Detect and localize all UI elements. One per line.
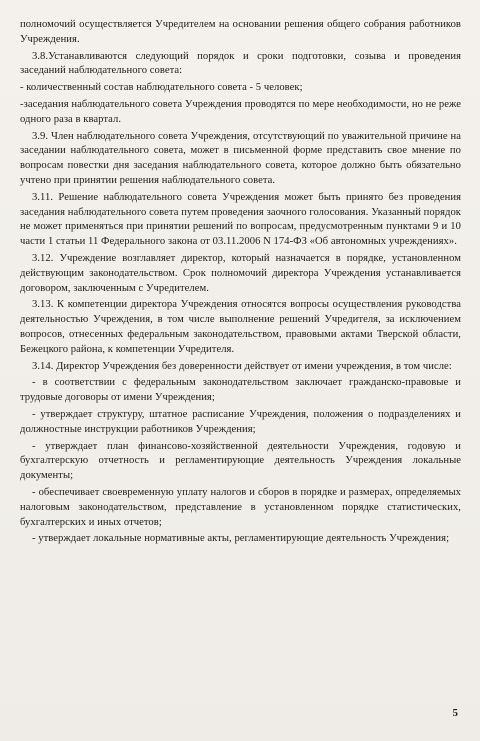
paragraph-3-13: 3.13. К компетенции директора Учреждения относятся вопросы осуществления руководства деятельностью Учреждения, в том числе выполнение решений Учредителя, за исключением вопросов, отнесенных федеральным законодательством, правовыми актами Тверской области, Бежецкого района, к компетенции Учредителя. [20, 299, 461, 355]
paragraph-3-11: 3.11. Решение наблюдательного совета Учреждения может быть принято без проведения заседания наблюдательного совета путем проведения заочного голосования. Указанный порядок не может применяться при принятии решений по вопросам, предусмотренным пунктами 9 и 10 части 1 статьи 11 Федерального закона от 03.11.2006 N 174-ФЗ «Об автономных учреждениях». [20, 191, 461, 248]
paragraph-continuation: полномочий осуществляется Учредителем на основании решения общего собрания работников Учреждения. [20, 19, 461, 45]
page-number: 5 [452, 707, 458, 719]
list-item-council-size: - количественный состав наблюдательного совета - 5 человек; [20, 82, 303, 94]
paragraph-3-8: 3.8.Устанавливаются следующий порядок и сроки подготовки, созыва и проведения заседаний наблюдательного совета: [20, 50, 461, 77]
paragraph-3-9: 3.9. Член наблюдательного совета Учреждения, отсутствующий по уважительной причине на заседании наблюдательного совета, может в письменной форме представить свое мнение по вопросам повестки дня заседания наблюдательного совета, которое должно быть обязательно учтено при принятии решения наблюдательного совета. [20, 130, 461, 186]
list-item-taxes: - обеспечивает своевременную уплату налогов и сборов в порядке и размерах, определяемых налоговым законодательством, представление в установленном порядке статистических, бухгалтерских и иных отчетов; [20, 486, 461, 528]
list-item-structure: - утверждает структуру, штатное расписание Учреждения, положения о подразделениях и должностные инструкции работников Учреждения; [20, 408, 461, 435]
list-item-financial-plan: - утверждает план финансово-хозяйственной деятельности Учреждения, годовую и бухгалтерскую отчетность и регламентирующие деятельность Учреждения локальные документы; [20, 440, 461, 482]
list-item-contracts: - в соответствии с федеральным законодательством заключает гражданско-правовые и трудовые договоры от имени Учреждения; [20, 377, 461, 404]
list-item-meeting-frequency: -заседания наблюдательного совета Учреждения проводятся по мере необходимости, но не реже одного раза в квартал. [20, 98, 461, 125]
list-item-local-acts: - утверждает локальные нормативные акты, регламентирующие деятельность Учреждения; [32, 533, 450, 545]
paragraph-3-12: 3.12. Учреждение возглавляет директор, который назначается в порядке, установленном действующим законодательством. Срок полномочий директора Учреждения устанавливается договором, заключенным с Учредителем. [20, 252, 461, 294]
paragraph-3-14: 3.14. Директор Учреждения без доверенности действует от имени учреждения, в том числе: [32, 360, 452, 372]
document-body [20, 18, 461, 549]
